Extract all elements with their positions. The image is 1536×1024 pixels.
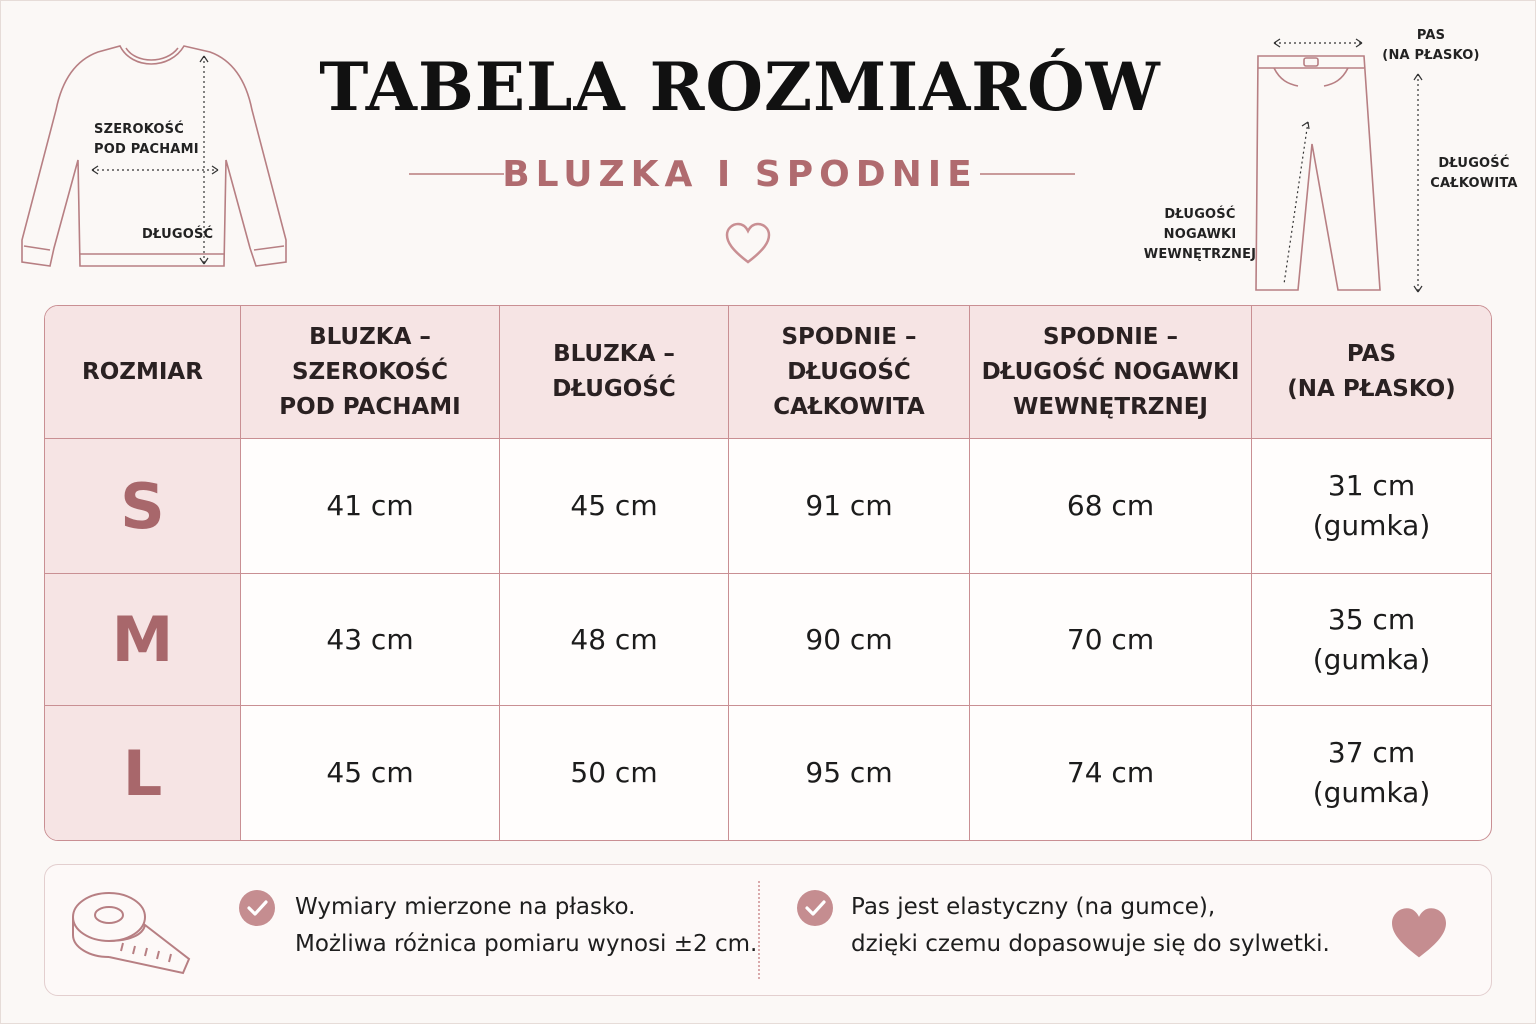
header-pants-inseam: SPODNIE – DŁUGOŚĆ NOGAWKI WEWNĘTRZNEJ [970, 306, 1252, 439]
size-label-s: S [45, 439, 241, 574]
pants-inseam-label: DŁUGOŚĆ NOGAWKI WEWNĘTRZNEJ [1143, 207, 1257, 262]
heart-icon [1389, 907, 1449, 961]
table-cell: 90 cm [729, 574, 970, 706]
header-pants-length: SPODNIE – DŁUGOŚĆ CAŁKOWITA [729, 306, 970, 439]
note-measurement: Wymiary mierzone na płasko. Możliwa różnica pomiaru wynosi ±2 cm. [295, 894, 758, 957]
pants-diagram [1250, 34, 1430, 296]
blouse-length-label: DŁUGOŚĆ [142, 227, 214, 242]
table-cell: 41 cm [241, 439, 500, 574]
header-waist: PAS (NA PŁASKO) [1252, 306, 1491, 439]
pants-waist-label: PAS (NA PŁASKO) [1382, 28, 1480, 63]
table-cell: 43 cm [241, 574, 500, 706]
table-cell: 35 cm (gumka) [1252, 574, 1491, 706]
page-subtitle: BLUZKA I SPODNIE [502, 154, 978, 195]
size-table [44, 305, 1492, 841]
table-cell: 45 cm [241, 706, 500, 840]
table-cell: 68 cm [970, 439, 1252, 574]
table-cell: 50 cm [500, 706, 729, 840]
table-cell: 31 cm (gumka) [1252, 439, 1491, 574]
page-title: TABELA ROZMIARÓW [319, 48, 1161, 126]
table-cell: 95 cm [729, 706, 970, 840]
table-cell: 74 cm [970, 706, 1252, 840]
table-cell: 37 cm (gumka) [1312, 736, 1431, 809]
pants-total-length-label: DŁUGOŚĆ CAŁKOWITA [1430, 156, 1518, 191]
note-elastic-waist: Pas jest elastyczny (na gumce), dzięki czemu dopasowuje się do sylwetki. [851, 894, 1330, 957]
header-blouse-width: BLUZKA – SZEROKOŚĆ POD PACHAMI [241, 306, 500, 439]
size-label-l: L [45, 706, 241, 840]
heart-outline-icon [724, 222, 772, 266]
subtitle-block [405, 150, 1075, 200]
footer-divider [758, 881, 760, 979]
info-footer [44, 864, 1492, 996]
table-cell: 70 cm [970, 574, 1252, 706]
check-icon [797, 890, 833, 926]
size-label-m: M [45, 574, 241, 706]
measuring-tape-icon [69, 885, 195, 977]
table-cell: 45 cm [500, 439, 729, 574]
subtitle-rule-right [980, 173, 1075, 175]
table-cell: 91 cm [729, 439, 970, 574]
header-blouse-length: BLUZKA – DŁUGOŚĆ [500, 306, 729, 439]
header-size: ROZMIAR [45, 306, 241, 439]
check-icon [239, 890, 275, 926]
table-cell: 48 cm [500, 574, 729, 706]
blouse-width-label: SZEROKOŚĆ POD PACHAMI [94, 122, 199, 157]
